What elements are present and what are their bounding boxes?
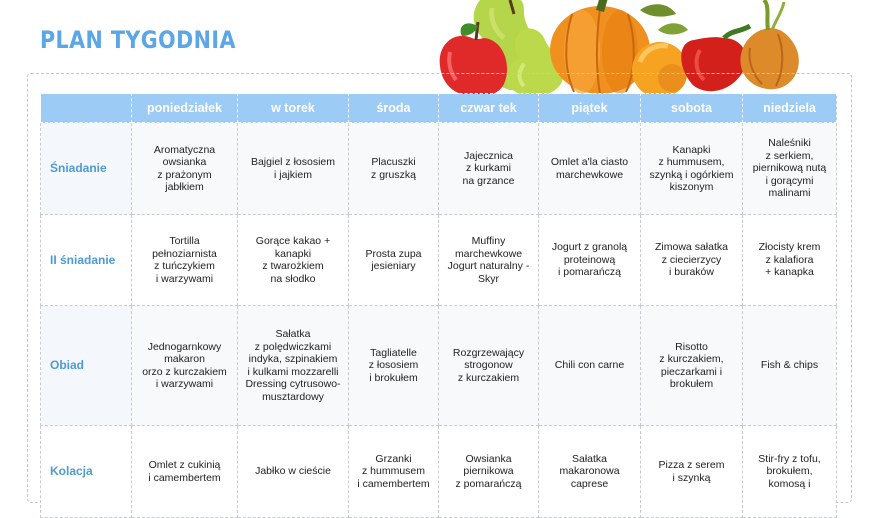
meal-label: II śniadanie [41,215,132,306]
meal-cell: Jajecznica z kurkami na grzance [439,123,539,215]
day-header: poniedziałek [132,94,238,123]
meal-cell: Placuszki z gruszką [349,123,439,215]
meal-cell: Omlet a'la ciasto marchewkowe [539,123,641,215]
meal-label: Obiad [41,306,132,426]
day-header: piątek [539,94,641,123]
meal-cell: Bajgiel z łososiem i jajkiem [238,123,349,215]
meal-cell: Jogurt z granolą proteinową i pomarańczą [539,215,641,306]
meal-cell: Jednogarnkowy makaron orzo z kurczakiem i warzywami [132,306,238,426]
meal-cell: Pizza z serem i szynką [641,426,743,518]
day-header: w torek [238,94,349,123]
day-header: czwar tek [439,94,539,123]
meal-cell: Muffiny marchewkowe Jogurt naturalny - Skyr [439,215,539,306]
meal-cell: Aromatyczna owsianka z prażonym jabłkiem [132,123,238,215]
meal-label: Kolacja [41,426,132,518]
day-header: sobota [641,94,743,123]
meal-label: Śniadanie [41,123,132,215]
table-row [41,426,837,518]
meal-cell: Tortilla pełnoziarnista z tuńczykiem i warzywami [132,215,238,306]
meal-cell: Jabłko w cieście [238,426,349,518]
day-header: środa [349,94,439,123]
meal-cell: Fish & chips [743,306,837,426]
meal-cell: Gorące kakao + kanapki z twarożkiem na słodko [238,215,349,306]
corner-cell [41,94,132,123]
table-row [41,215,837,306]
meal-cell: Prosta zupa jesieniary [349,215,439,306]
meal-cell: Zimowa sałatka z ciecierzycy i buraków [641,215,743,306]
meal-cell: Złocisty krem z kalafiora + kanapka [743,215,837,306]
weekly-plan-table [40,93,837,518]
meal-cell: Risotto z kurczakiem, pieczarkami i brokułem [641,306,743,426]
meal-cell: Chili con carne [539,306,641,426]
table-header-row [41,94,837,123]
day-header: niedziela [743,94,837,123]
meal-cell: Grzanki z hummusem i camembertem [349,426,439,518]
table-row [41,306,837,426]
meal-cell: Kanapki z hummusem, szynką i ogórkiem kiszonym [641,123,743,215]
meal-cell: Naleśniki z serkiem, piernikową nutą i gorącymi malinami [743,123,837,215]
page-title: PLAN TYGODNIA [40,26,236,54]
meal-cell: Tagliatelle z łososiem i brokułem [349,306,439,426]
meal-cell: Stir-fry z tofu, brokułem, komosą i [743,426,837,518]
meal-cell: Owsianka piernikowa z pomarańczą [439,426,539,518]
meal-cell: Sałatka z polędwiczkami indyka, szpinakiem i kulkami mozzarelli Dressing cytrusowo- musztardowy [238,306,349,426]
meal-cell: Omlet z cukinią i camembertem [132,426,238,518]
meal-cell: Rozgrzewający strogonow z kurczakiem [439,306,539,426]
meal-cell: Sałatka makaronowa caprese [539,426,641,518]
table-row [41,123,837,215]
